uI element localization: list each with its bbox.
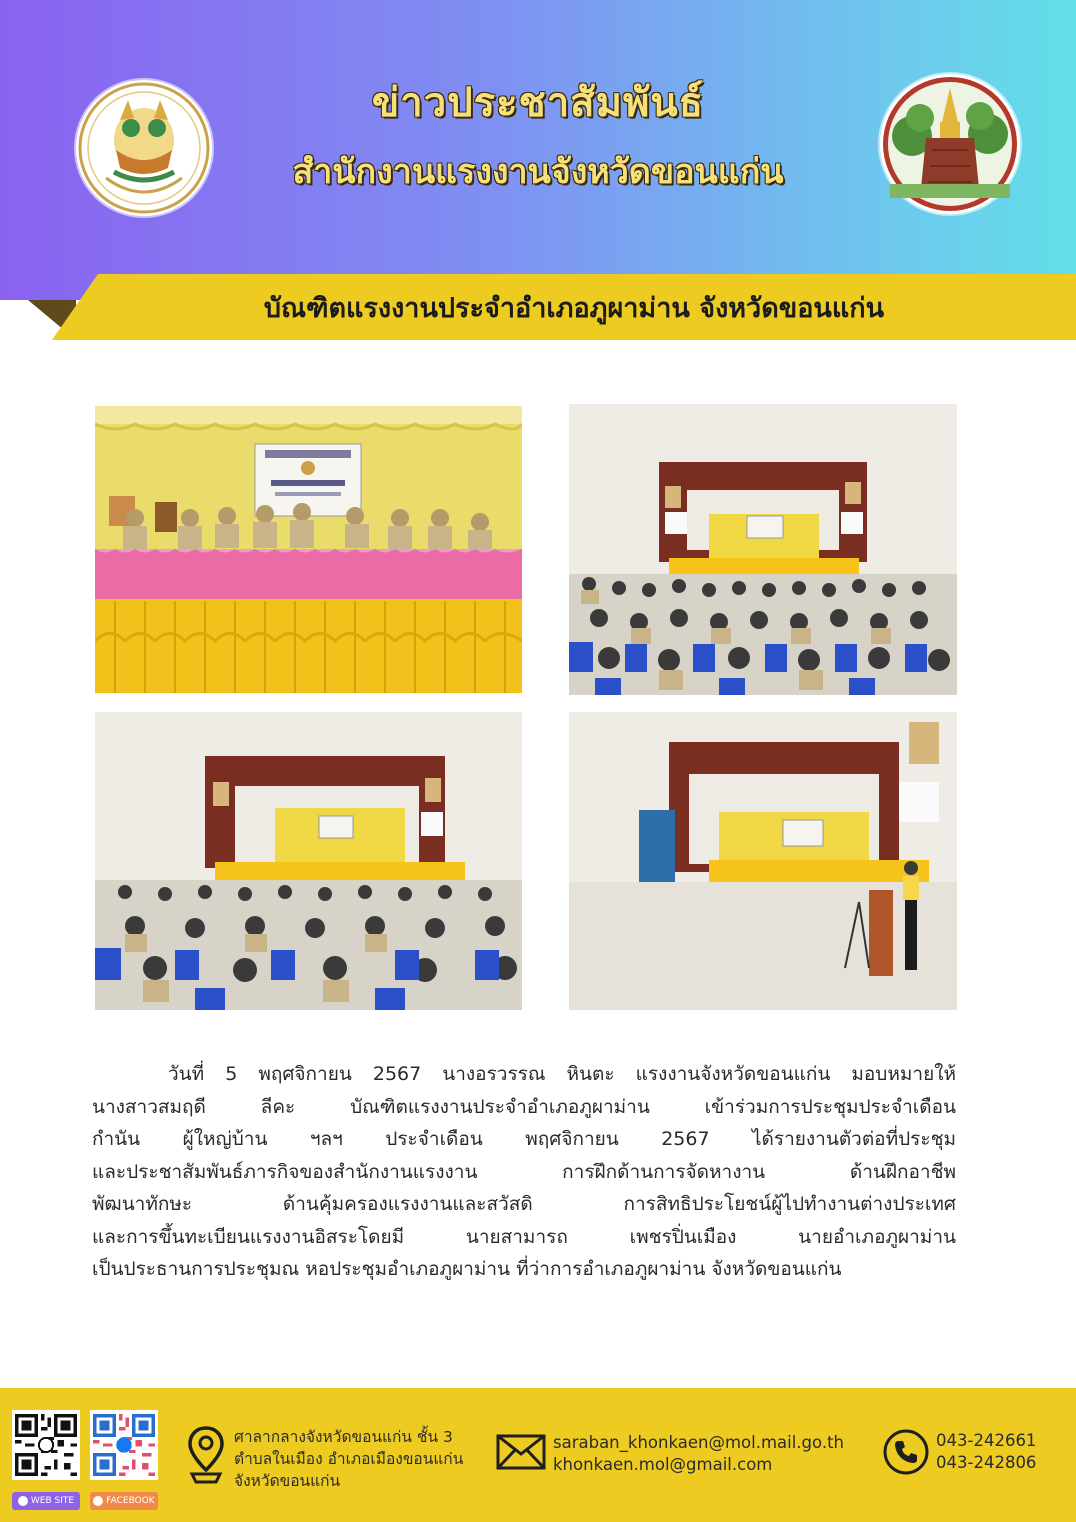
office-address xyxy=(234,1426,496,1492)
headline-banner-text: บัณฑิตแรงงานประจำอำเภอภูผาม่าน จังหวัดขอนแก่น xyxy=(263,292,885,324)
facebook-link-tag[interactable] xyxy=(90,1492,158,1510)
facebook-qr-code[interactable] xyxy=(90,1410,158,1480)
article-line: เป็นประธานการประชุมณ หอประชุมอำเภอภูผาม่าน ที่ว่าการอำเภอภูผาม่าน จังหวัดขอนแก่น xyxy=(92,1258,842,1280)
address-line: จังหวัดขอนแก่น xyxy=(234,1472,341,1490)
page-subtitle: สำนักงานแรงงานจังหวัดขอนแก่น xyxy=(292,152,784,192)
email-contacts xyxy=(553,1432,873,1476)
phone-number[interactable]: 043-242661 xyxy=(936,1431,1037,1450)
email-link[interactable]: khonkaen.mol@gmail.com xyxy=(553,1455,773,1474)
photo-hall-audience-side xyxy=(95,712,522,1010)
article-line: พัฒนาทักษะ ด้านคุ้มครองแรงงานและสวัสดิ การสิทธิประโยชน์ผู้ไปทำงานต่างประเทศ xyxy=(92,1193,956,1215)
address-line: ตำบลในเมือง อำเภอเมืองขอนแก่น xyxy=(234,1450,464,1468)
photo-head-table xyxy=(95,406,522,693)
article-line: กำนัน ผู้ใหญ่บ้าน ฯลฯ ประจำเดือน พฤศจิกายน 2567 ได้รายงานตัวต่อที่ประชุม xyxy=(92,1128,956,1150)
article-line: และการขึ้นทะเบียนแรงงานอิสระโดยมี นายสามารถ เพชรปิ่นเมือง นายอำเภอภูผาม่าน xyxy=(92,1225,956,1248)
article-body xyxy=(92,1058,956,1286)
ministry-of-labour-seal-icon xyxy=(76,80,212,216)
email-link[interactable]: saraban_khonkaen@mol.mail.go.th xyxy=(553,1433,844,1452)
khon-kaen-province-seal-icon xyxy=(880,74,1020,214)
website-qr-code[interactable] xyxy=(12,1410,80,1480)
article-line: นางสาวสมฤดี ลีคะ บัณฑิตแรงงานประจำอำเภอภูผาม่าน เข้าร่วมการประชุมประจำเดือน xyxy=(92,1095,956,1118)
article-line: และประชาสัมพันธ์ภารกิจของสำนักงานแรงงาน การฝึกด้านการจัดหางาน ด้านฝึกอาชีพ xyxy=(92,1160,956,1183)
photo-hall-audience-wide xyxy=(569,404,957,695)
facebook-icon xyxy=(93,1496,103,1506)
address-line: ศาลากลางจังหวัดขอนแก่น ชั้น 3 xyxy=(234,1428,453,1446)
phone-contacts xyxy=(936,1430,1066,1474)
envelope-icon xyxy=(496,1434,546,1470)
facebook-label: FACEBOOK xyxy=(106,1496,155,1506)
photo-speaker-podium xyxy=(569,712,957,1010)
phone-icon xyxy=(882,1428,930,1476)
article-line: วันที่ 5 พฤศจิกายน 2567 นางอรวรรณ หินตะ แรงงานจังหวัดขอนแก่น มอบหมายให้ xyxy=(168,1063,956,1085)
location-pin-icon xyxy=(186,1424,226,1484)
globe-icon xyxy=(18,1496,28,1506)
page-title: ข่าวประชาสัมพันธ์ xyxy=(371,80,705,126)
website-label: WEB SITE xyxy=(30,1496,75,1506)
phone-number[interactable]: 043-242806 xyxy=(936,1453,1037,1472)
website-link-tag[interactable] xyxy=(12,1492,80,1510)
